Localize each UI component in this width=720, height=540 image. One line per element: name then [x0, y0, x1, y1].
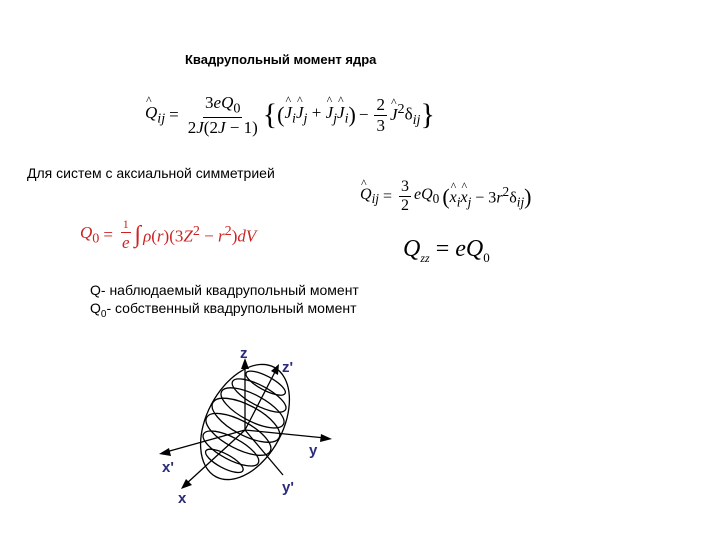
definition-text: - собственный квадрупольный момент — [106, 300, 357, 316]
label-x-prime: x' — [162, 459, 174, 476]
label-z: z — [240, 345, 248, 362]
page-title: Квадрупольный момент ядра — [185, 52, 377, 67]
formula-tensor-axial: ^ $Q_{ij}$ = $\frac{3}{2}$ $eQ_0$ ( ^ $x_i\^{}$ $x_j - 3r^2\delta_{ij}$ ) — [360, 178, 532, 216]
definition-text: - наблюдаемый квадрупольный момент — [100, 282, 359, 298]
axis-y — [245, 430, 325, 438]
definition-symbol: Q — [90, 282, 101, 298]
formula-intrinsic-moment: $Q_0$ = $\frac{1}{e}$ ∫ $\rho(r)(3Z^2 - r^2)dV$ — [80, 217, 257, 252]
definition-symbol: Q — [90, 300, 101, 316]
label-y: y — [309, 442, 318, 459]
subtitle-axial-symmetry: Для систем с аксиальной симметрией — [27, 165, 275, 181]
formula-qzz: $Q_{zz} = eQ_0$ — [403, 236, 490, 265]
formula-tensor-general: ^ $Q_{ij}$ = $\frac{3eQ_0}{2J(2J - 1)}$ { ( ^ $J_i\^{}$ $J_j$ + ^ $J_j\^{}$ $J_i$ ) − $\frac{2}{3}$ ^ $J^2\delta_{ij}$ } — [145, 93, 435, 137]
label-x: x — [178, 490, 187, 507]
definition-intrinsic-moment: $Q_0-$ собственный квадрупольный момент — [90, 300, 357, 320]
label-y-prime: y' — [282, 479, 294, 496]
label-z-prime: z' — [282, 359, 294, 376]
